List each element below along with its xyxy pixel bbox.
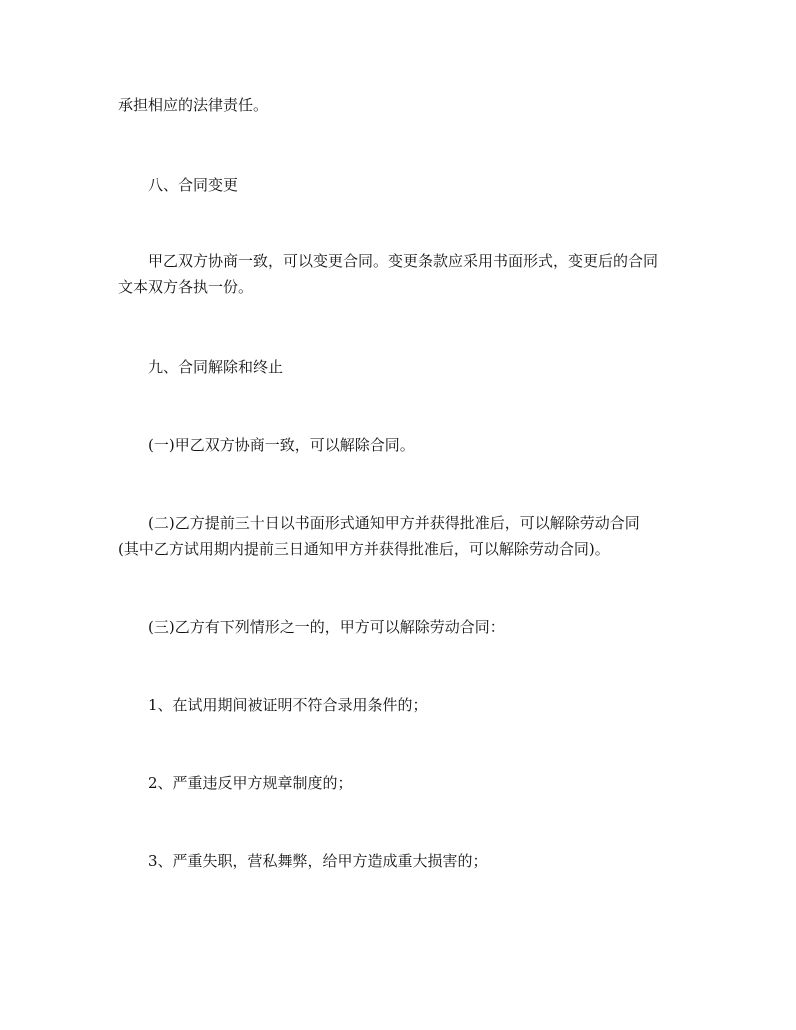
list-item-3: 3、严重失职，营私舞弊，给甲方造成重大损害的； xyxy=(148,852,488,870)
section-heading-termination: 九、合同解除和终止 xyxy=(148,358,284,376)
clause-one: (一)甲乙双方协商一致，可以解除合同。 xyxy=(148,436,415,454)
list-item-1: 1、在试用期间被证明不符合录用条件的； xyxy=(148,696,428,714)
clause-two-line-2: (其中乙方试用期内提前三日通知甲方并获得批准后，可以解除劳动合同)。 xyxy=(118,540,610,558)
list-item-2: 2、严重违反甲方规章制度的； xyxy=(148,774,353,792)
section-heading-contract-change: 八、合同变更 xyxy=(148,176,239,194)
paragraph-contract-change-line-2: 文本双方各执一份。 xyxy=(118,278,254,296)
clause-three: (三)乙方有下列情形之一的，甲方可以解除劳动合同： xyxy=(148,618,505,636)
clause-two-line-1: (二)乙方提前三十日以书面形式通知甲方并获得批准后，可以解除劳动合同 xyxy=(148,514,640,532)
paragraph-continuation: 承担相应的法律责任。 xyxy=(118,96,269,114)
paragraph-contract-change-line-1: 甲乙双方协商一致，可以变更合同。变更条款应采用书面形式，变更后的合同 xyxy=(148,252,659,270)
